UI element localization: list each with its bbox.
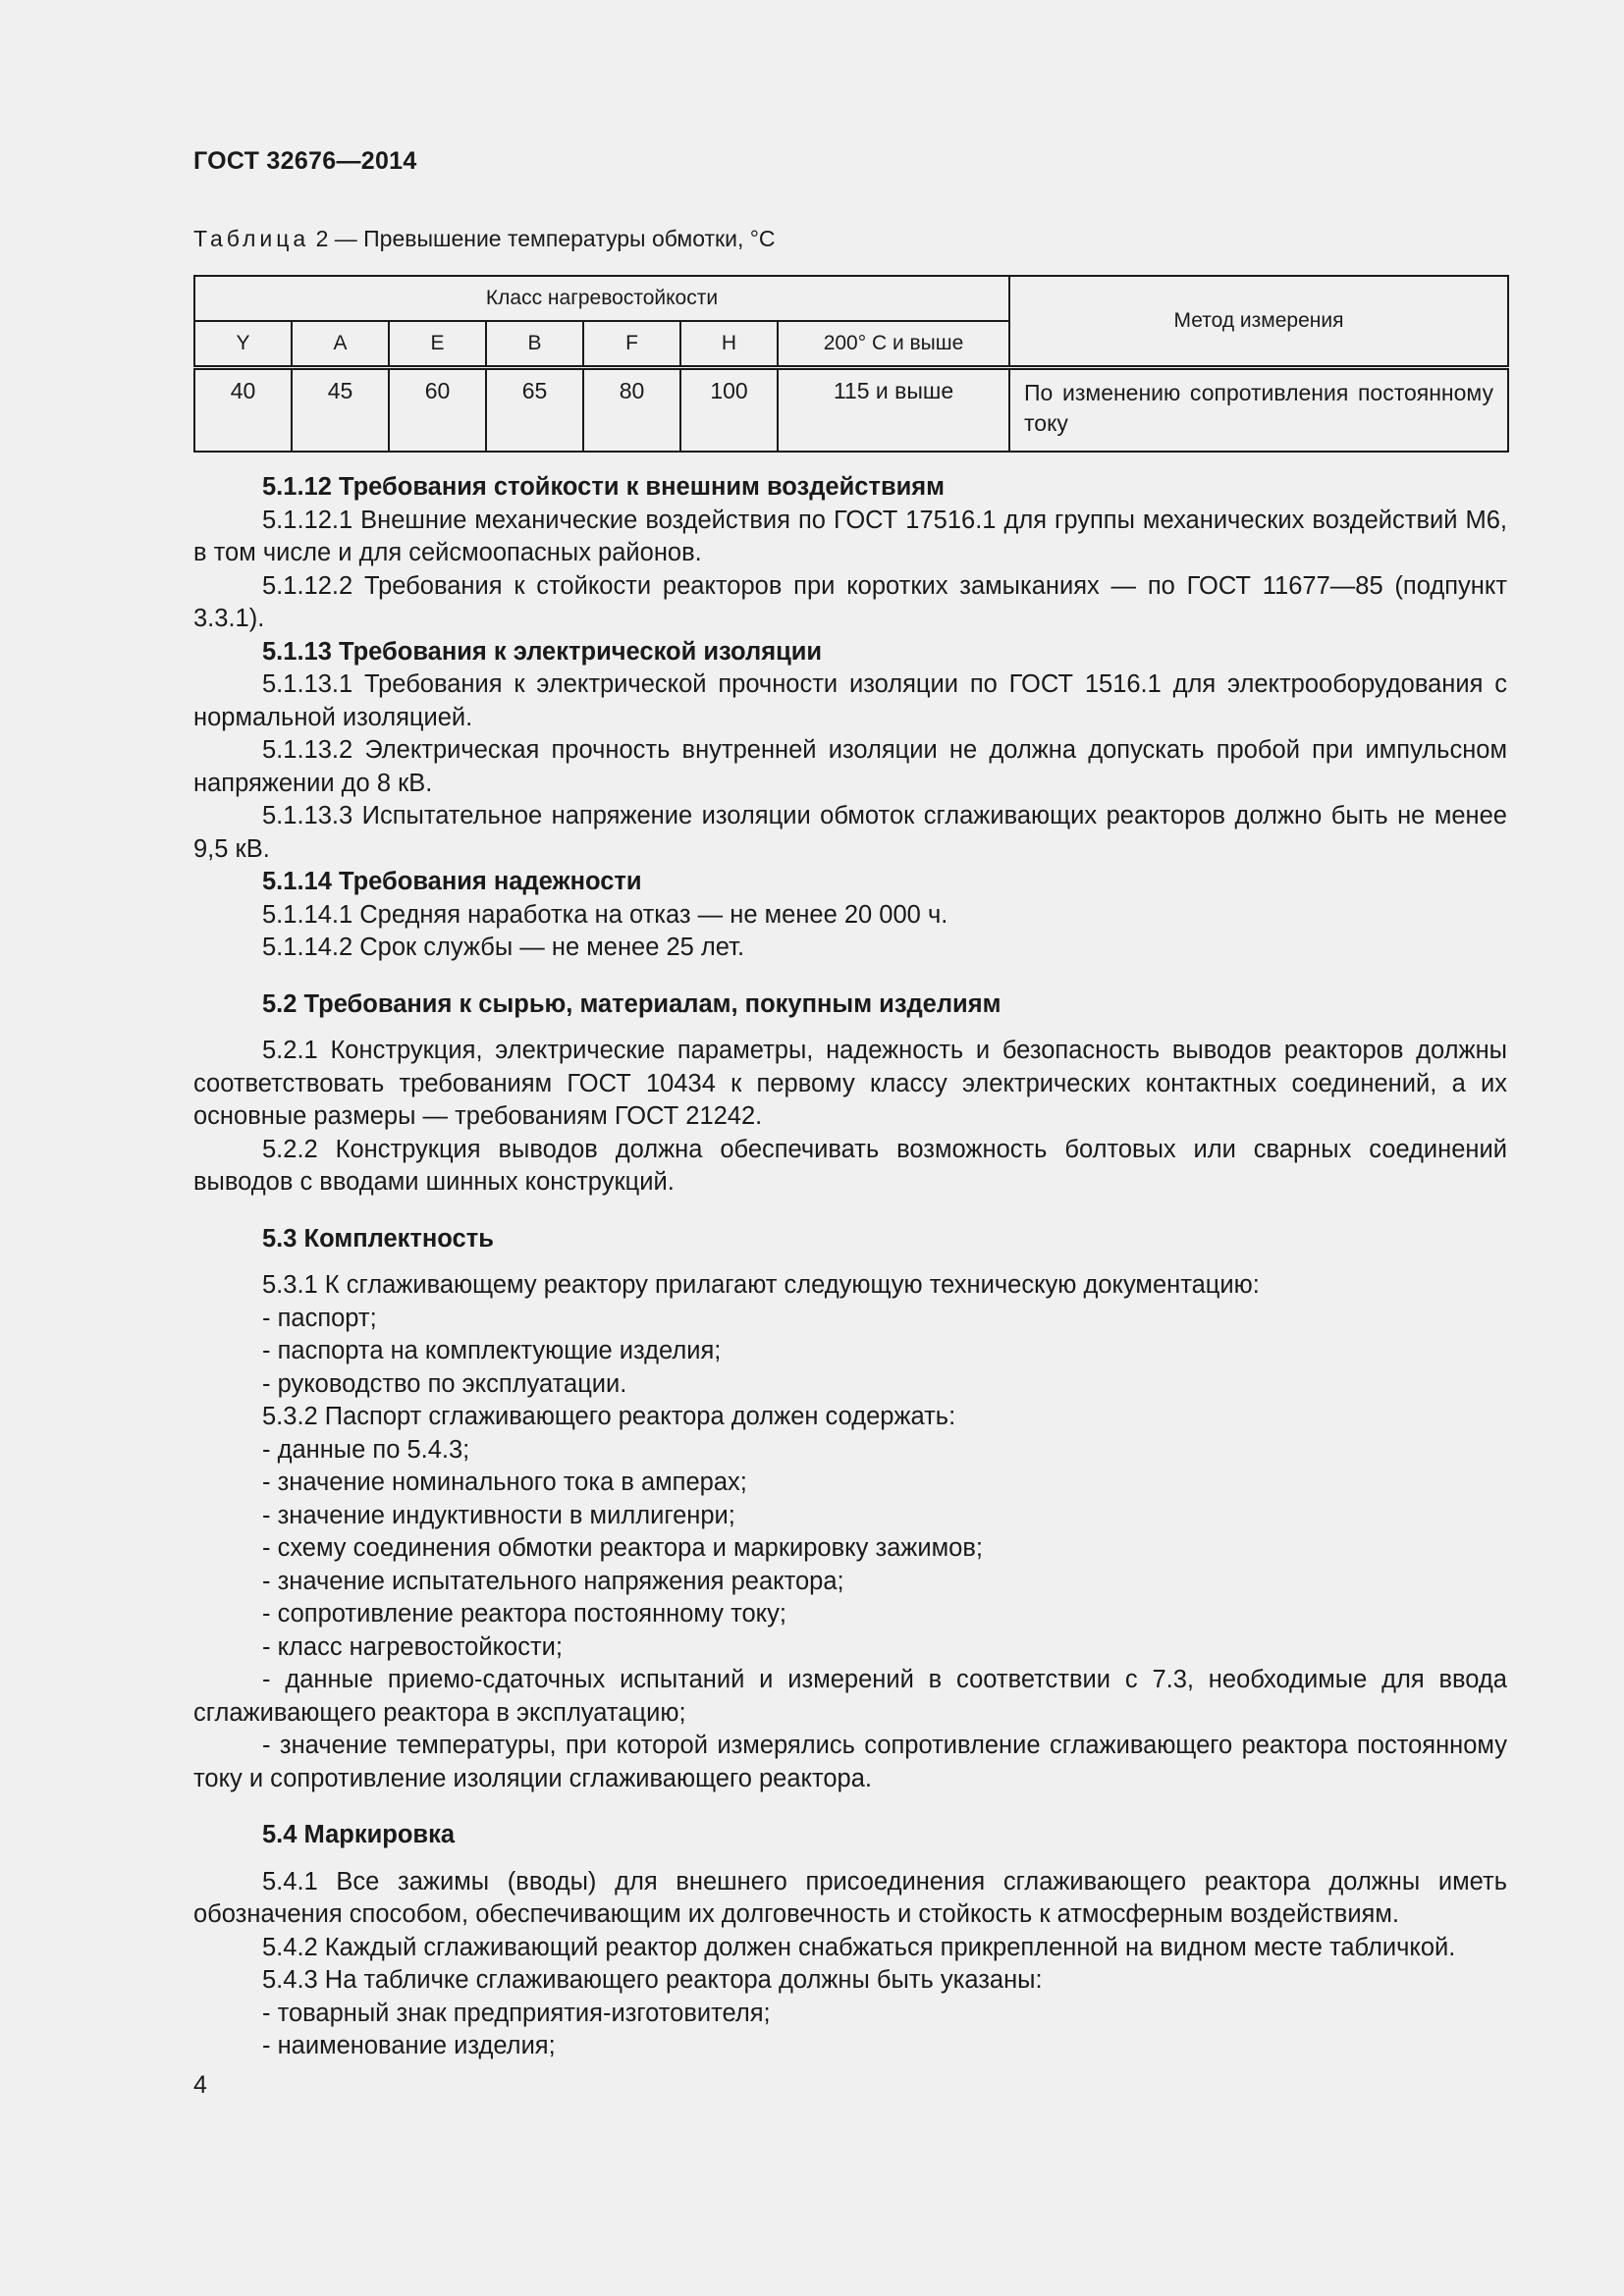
- paragraph: 5.1.12.1 Внешние механические воздействия по ГОСТ 17516.1 для группы механических воздействий М6, в том числе и для сейсмоопасных районов.: [193, 506, 1507, 566]
- paragraph: 5.2.2 Конструкция выводов должна обеспечивать возможность болтовых или сварных соединений выводов с вводами шинных конструкций.: [193, 1135, 1507, 1196]
- document-header: ГОСТ 32676—2014: [193, 147, 417, 175]
- list-item: - руководство по эксплуатации.: [262, 1369, 627, 1398]
- section-heading: 5.2 Требования к сырью, материалам, покупным изделиям: [262, 989, 1001, 1018]
- list-item: - данные по 5.4.3;: [262, 1435, 470, 1464]
- paragraph: 5.1.13.3 Испытательное напряжение изоляции обмоток сглаживающих реакторов должно быть не менее 9,5 кВ.: [193, 802, 1507, 863]
- list-item: - сопротивление реактора постоянному току;: [262, 1600, 786, 1628]
- list-item: - схему соединения обмотки реактора и маркировку зажимов;: [262, 1534, 983, 1562]
- value-cell: 80: [583, 368, 680, 453]
- value-cell: 115 и выше: [778, 368, 1009, 453]
- paragraph: 5.1.14.2 Срок службы — не менее 25 лет.: [262, 934, 745, 961]
- temperature-table: [193, 275, 1509, 453]
- class-cell: H: [680, 321, 778, 368]
- paragraph: 5.1.13.1 Требования к электрической прочности изоляции по ГОСТ 1516.1 для электрооборудования с нормальной изоляцией.: [193, 670, 1507, 731]
- class-cell: 200° С и выше: [778, 321, 1009, 368]
- value-cell: 100: [680, 368, 778, 453]
- section-heading: 5.1.13 Требования к электрической изоляции: [262, 637, 823, 666]
- paragraph: 5.4.1 Все зажимы (вводы) для внешнего присоединения сглаживающего реактора должны иметь обозначения способом, обеспечивающим их долговечность и стойкость к атмосферным воздействиям.: [193, 1867, 1507, 1928]
- class-cell: A: [292, 321, 389, 368]
- list-item: - значение температуры, при которой измерялись сопротивление сглаживающего реактора постоянному току и сопротивление изоляции сглаживающего реактора.: [193, 1732, 1507, 1792]
- class-cell: E: [389, 321, 486, 368]
- paragraph: 5.1.13.2 Электрическая прочность внутренней изоляции не должна допускать пробой при импульсном напряжении до 8 кВ.: [193, 736, 1507, 797]
- paragraph: 5.3.1 К сглаживающему реактору прилагают следующую техническую документацию:: [262, 1271, 1260, 1299]
- table-caption-title: 2 — Превышение температуры обмотки, °С: [309, 226, 776, 251]
- paragraph: 5.3.2 Паспорт сглаживающего реактора должен содержать:: [262, 1403, 956, 1430]
- value-cell: 60: [389, 368, 486, 453]
- list-item: - класс нагревостойкости;: [262, 1632, 563, 1661]
- list-item: - паспорт;: [262, 1304, 377, 1332]
- list-item: - наименование изделия;: [262, 2032, 556, 2059]
- paragraph: 5.1.14.1 Средняя наработка на отказ — не менее 20 000 ч.: [262, 900, 948, 929]
- paragraph: 5.4.2 Каждый сглаживающий реактор должен снабжаться прикрепленной на видном месте табличкой.: [262, 1933, 1456, 1961]
- table-caption: [193, 226, 776, 252]
- list-item: - значение индуктивности в миллигенри;: [262, 1501, 735, 1529]
- list-item: - паспорта на комплектующие изделия;: [262, 1337, 722, 1364]
- paragraph: 5.2.1 Конструкция, электрические параметры, надежность и безопасность выводов реакторов должны соответствовать требованиям ГОСТ 10434 к первому классу электрических контактных соединений, а их основные размеры — требованиям ГОСТ 21242.: [193, 1037, 1507, 1130]
- value-cell: 45: [292, 368, 389, 453]
- method-value-cell: По изменению сопротивления постоянному току: [1009, 368, 1508, 453]
- document-body: [193, 471, 1507, 2063]
- class-cell: F: [583, 321, 680, 368]
- section-heading: 5.3 Комплектность: [262, 1224, 494, 1253]
- paragraph: 5.4.3 На табличке сглаживающего реактора должны быть указаны:: [262, 1966, 1043, 1994]
- paragraph: 5.1.12.2 Требования к стойкости реакторов при коротких замыканиях — по ГОСТ 11677—85 (подпункт 3.3.1).: [193, 571, 1507, 632]
- section-heading: 5.4 Маркировка: [262, 1821, 456, 1848]
- heat-class-header: Класс нагревостойкости: [194, 276, 1009, 321]
- page-number: 4: [193, 2071, 207, 2099]
- list-item: - значение номинального тока в амперах;: [262, 1468, 747, 1496]
- class-cell: Y: [194, 321, 292, 368]
- value-cell: 40: [194, 368, 292, 453]
- value-cell: 65: [486, 368, 583, 453]
- list-item: - данные приемо-сдаточных испытаний и измерений в соответствии с 7.3, необходимые для ввода сглаживающего реактора в эксплуатацию;: [193, 1666, 1507, 1727]
- list-item: - значение испытательного напряжения реактора;: [262, 1567, 844, 1595]
- list-item: - товарный знак предприятия-изготовителя;: [262, 1999, 771, 2027]
- method-header: Метод измерения: [1009, 276, 1508, 368]
- class-cell: B: [486, 321, 583, 368]
- table-caption-word: Таблица: [193, 226, 310, 251]
- section-heading: 5.1.12 Требования стойкости к внешним воздействиям: [262, 473, 946, 501]
- section-heading: 5.1.14 Требования надежности: [262, 868, 642, 895]
